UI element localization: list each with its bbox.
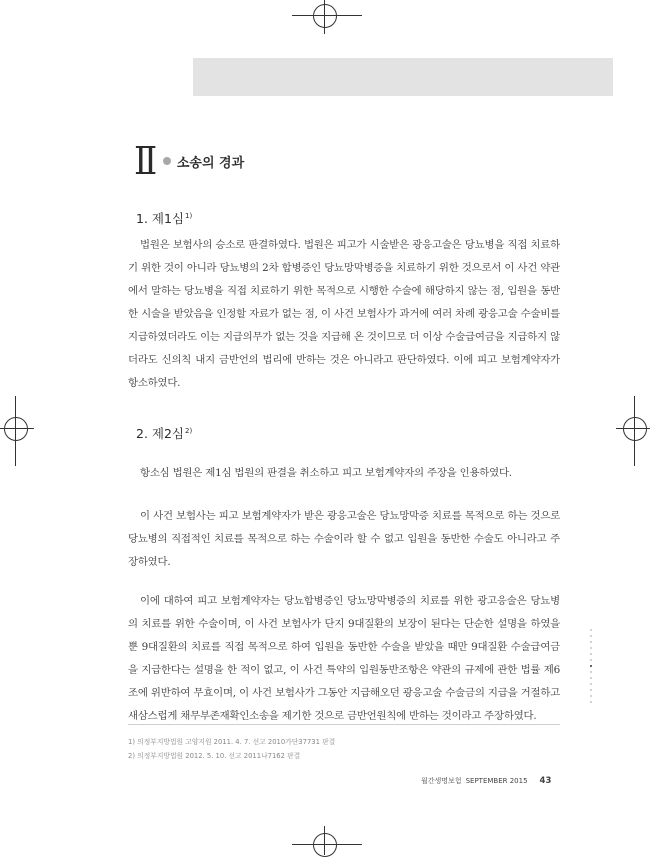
page-dot bbox=[590, 653, 592, 655]
footnote-ref: 2) bbox=[185, 426, 193, 435]
footnote-ref: 1) bbox=[185, 211, 193, 220]
section-numeral: Ⅱ bbox=[134, 139, 155, 183]
footnote-divider bbox=[128, 724, 560, 725]
page-position-indicator bbox=[590, 629, 592, 703]
page-dot bbox=[590, 683, 592, 685]
paragraph-first-instance: 법원은 보험사의 승소로 판결하였다. 법원은 피고가 시술받은 광응고술은 당뇨병을 직접 치료하기 위한 것이 아니라 당뇨병의 2차 합병증인 당뇨망막병증을 치료하기 위한 것으로서 이 사건 약관에서 말하는 당뇨병을 직접 치료하기 위한 목적으로 시행한 수술에 해당하지 않는 점, 입원을 동반한 시술을 받았음을 인정할 자료가 없는 점, 이 사건 보험사가 과거에 여러 차례 광응고술 수술비를 지급하였더라도 이는 지급의무가 없는 것을 지급해 온 것이므로 더 이상 수술급여금을 지급하지 않더라도 신의칙 내지 금반언의 법리에 반하는 것은 아니라고 판단하였다. 이에 피고 보험계약자가 항소하였다. bbox=[128, 239, 560, 389]
page-footer bbox=[421, 776, 551, 786]
section-title: 소송의 경과 bbox=[176, 155, 245, 171]
page-dot bbox=[590, 659, 592, 661]
subheading-first-instance bbox=[136, 209, 192, 227]
page-dot bbox=[590, 689, 592, 691]
subheading-second-instance bbox=[136, 424, 192, 442]
page-dot bbox=[590, 677, 592, 679]
subheading-label: 2. 제2심 bbox=[136, 426, 185, 441]
paragraph-insurer-claim: 이 사건 보험사는 피고 보험계약자가 받은 광응고술은 당뇨망막증 치료를 목적으로 하는 것으로 당뇨병의 직접적인 치료를 목적으로 하는 수술이라 할 수 없고 입원을 동반한 수술도 아니라고 주장하였다. bbox=[128, 510, 560, 568]
paragraph-appeal-ruling: 항소심 법원은 제1심 법원의 판결을 취소하고 피고 보험계약자의 주장을 인용하였다. bbox=[140, 467, 512, 479]
page-dot bbox=[590, 641, 592, 643]
page-dot bbox=[590, 671, 592, 673]
publication-name: 월간생명보험 bbox=[421, 777, 462, 785]
page-dot bbox=[590, 701, 592, 703]
page-dot bbox=[590, 695, 592, 697]
issue-date: SEPTEMBER 2015 bbox=[465, 777, 528, 785]
page-dot bbox=[590, 635, 592, 637]
footnote-2: 2) 의정부지방법원 2012. 5. 10. 선고 2011나7162 판결 bbox=[128, 752, 301, 760]
bullet-icon bbox=[163, 157, 171, 165]
page-number: 43 bbox=[539, 776, 552, 786]
page-dot-active bbox=[590, 665, 592, 667]
subheading-label: 1. 제1심 bbox=[136, 211, 185, 226]
page-dot bbox=[590, 629, 592, 631]
header-band bbox=[193, 58, 613, 96]
paragraph-policyholder-claim: 이에 대하여 피고 보험계약자는 당뇨합병증인 당뇨망막병증의 치료를 위한 광고응술은 당뇨병의 치료를 위한 수술이며, 이 사건 보험사가 단지 9대질환의 보장이 된다는 단순한 설명을 하였을 뿐 9대질환의 치료를 직접 목적으로 하여 입원을 동반한 수술을 받았을 때만 9대질환 수술급여금을 지급한다는 설명을 한 적이 없고, 이 사건 특약의 입원동반조항은 약관의 규제에 관한 법률 제6조에 위반하여 무효이며, 이 사건 보험사가 그동안 지급해오던 광응고술 수술금의 지급을 거절하고 새삼스럽게 채무부존재확인소송을 제기한 것으로 금반언원칙에 반하는 것이라고 주장하였다. bbox=[128, 595, 560, 722]
section-heading bbox=[134, 139, 245, 183]
footnote-1: 1) 의정부지방법원 고양지원 2011. 4. 7. 선고 2010가단37731 판결 bbox=[128, 738, 336, 746]
page-dot bbox=[590, 647, 592, 649]
